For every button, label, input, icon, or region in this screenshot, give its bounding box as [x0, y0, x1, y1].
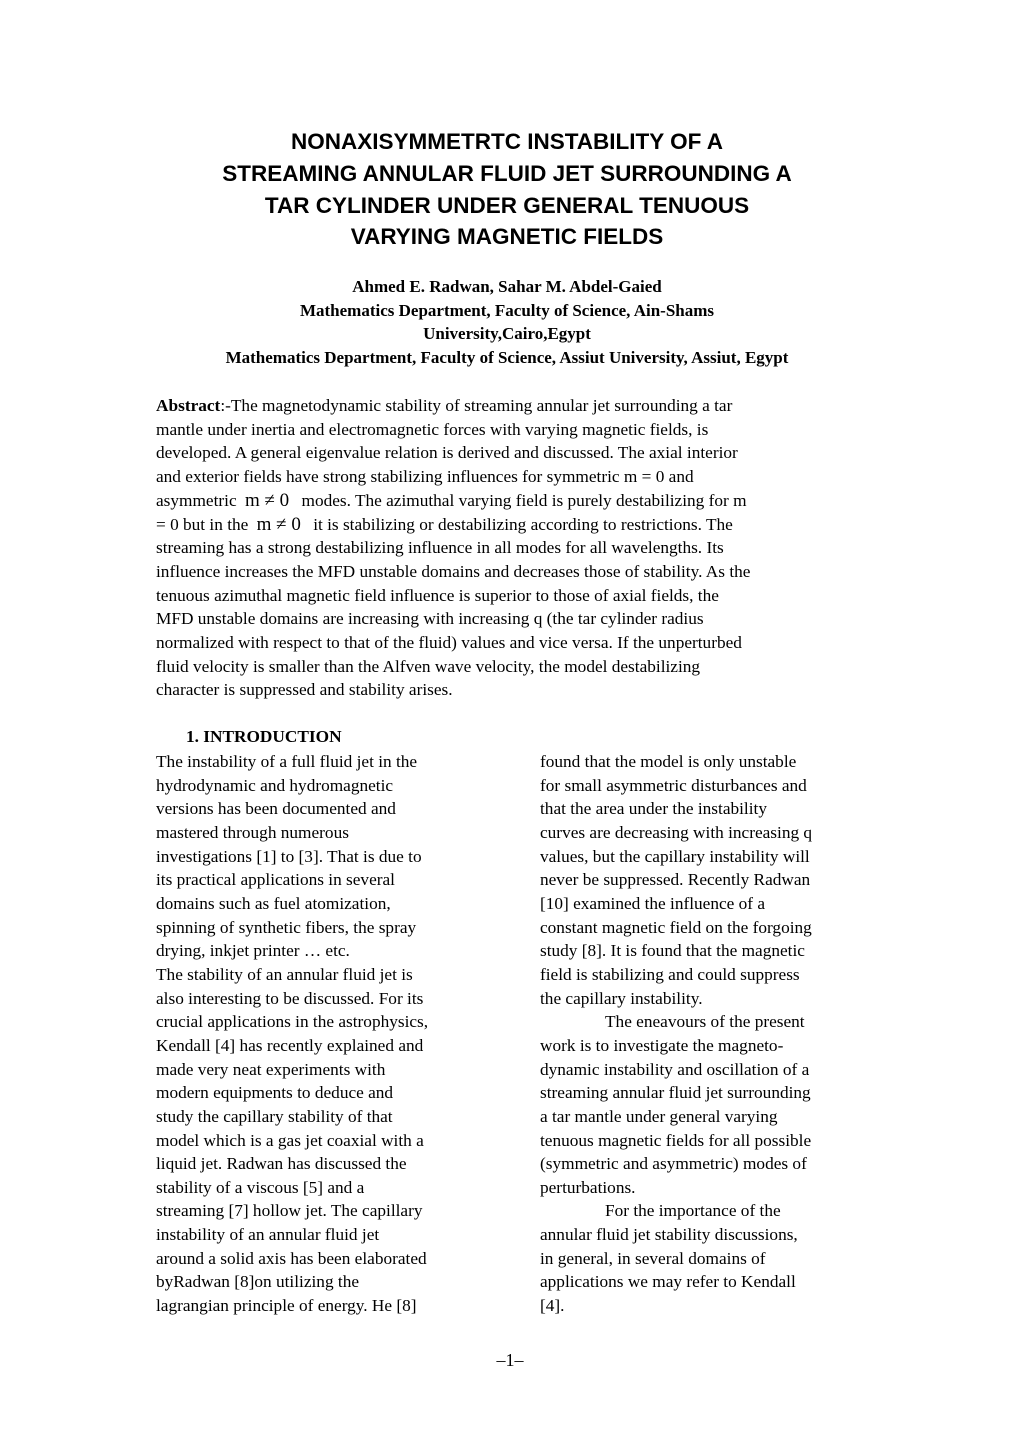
column-line: that the area under the instability — [540, 799, 767, 819]
column-line: For the importance of the — [605, 1201, 781, 1221]
abstract-text: asymmetric — [156, 490, 237, 510]
column-line: streaming [7] hollow jet. The capillary — [156, 1201, 423, 1221]
abstract-text: fluid velocity is smaller than the Alfven wave velocity, the model destabilizing — [156, 656, 701, 676]
column-line: investigations [1] to [3]. That is due to — [156, 846, 422, 866]
column-line: tenuous magnetic fields for all possible — [540, 1130, 812, 1150]
column-line: domains such as fuel atomization, — [156, 893, 391, 913]
title-line: VARYING MAGNETIC FIELDS — [350, 224, 664, 250]
title-line: STREAMING ANNULAR FLUID JET SURROUNDING A — [222, 160, 792, 186]
abstract-text: developed. A general eigenvalue relation is derived and discussed. The axial interior — [156, 443, 738, 463]
column-line: for small asymmetric disturbances and — [540, 775, 807, 795]
abstract-label: Abstract — [156, 396, 221, 415]
abstract-text: it is stabilizing or destabilizing according to restrictions. The — [313, 514, 733, 534]
column-line: modern equipments to deduce and — [156, 1083, 394, 1103]
column-line: drying, inkjet printer … etc. — [156, 941, 350, 961]
title-line: NONAXISYMMETRTC INSTABILITY OF A — [290, 129, 724, 154]
column-line: (symmetric and asymmetric) modes of — [540, 1154, 807, 1174]
author-names: Ahmed E. Radwan, Sahar M. Abdel-Gaied — [352, 277, 662, 296]
abstract-text: character is suppressed and stability arises. — [156, 680, 453, 700]
abstract-text: :-The magnetodynamic stability of streaming annular jet surrounding a tar — [220, 396, 733, 415]
left-column — [156, 750, 428, 1318]
column-line: around a solid axis has been elaborated — [156, 1248, 427, 1268]
column-line: study [8]. It is found that the magnetic — [540, 941, 805, 961]
abstract-text: and exterior fields have strong stabilizing influences for symmetric m = 0 and — [156, 467, 694, 487]
column-line: constant magnetic field on the forgoing — [540, 917, 812, 937]
section-heading: 1. INTRODUCTION — [186, 727, 342, 746]
column-line: crucial applications in the astrophysics, — [156, 1012, 429, 1032]
column-line: in general, in several domains of — [540, 1248, 766, 1268]
column-line: dynamic instability and oscillation of a — [540, 1059, 810, 1079]
math-m-neq-0: m ≠ 0 — [244, 489, 290, 511]
column-line: instability of an annular fluid jet — [156, 1225, 380, 1245]
column-line: [4]. — [540, 1296, 565, 1316]
column-line: found that the model is only unstable — [540, 752, 797, 771]
column-line: study the capillary stability of that — [156, 1106, 393, 1126]
column-line: The stability of an annular fluid jet is — [156, 964, 413, 984]
abstract-text: mantle under inertia and electromagnetic forces with varying magnetic fields, is — [156, 419, 709, 439]
abstract-text: MFD unstable domains are increasing with increasing q (the tar cylinder radius — [156, 609, 704, 629]
affiliation-1-cont: University,Cairo,Egypt — [423, 324, 591, 344]
author-block — [0, 275, 1014, 369]
column-line: spinning of synthetic fibers, the spray — [156, 917, 417, 937]
abstract-text: influence increases the MFD unstable domains and decreases those of stability. As the — [156, 561, 751, 581]
abstract-text: normalized with respect to that of the fluid) values and vice versa. If the unperturbed — [156, 633, 742, 653]
column-line: values, but the capillary instability will — [540, 846, 810, 866]
column-line: never be suppressed. Recently Radwan — [540, 870, 811, 890]
abstract-text: modes. The azimuthal varying field is purely destabilizing for m — [301, 490, 747, 510]
affiliation-1: Mathematics Department, Faculty of Science, Ain-Shams — [299, 300, 715, 320]
column-line: streaming annular fluid jet surrounding — [540, 1083, 811, 1103]
abstract-text: = 0 but in the — [156, 514, 249, 534]
column-line: lagrangian principle of energy. He [8] — [156, 1296, 417, 1316]
column-line: versions has been documented and — [156, 799, 396, 819]
column-line: Kendall [4] has recently explained and — [156, 1035, 424, 1055]
affiliation-2: Mathematics Department, Faculty of Science, Assiut University, Assiut, Egypt — [225, 347, 789, 367]
column-line: its practical applications in several — [156, 870, 395, 890]
abstract-text: tenuous azimuthal magnetic field influence is superior to those of axial fields, the — [156, 585, 719, 605]
math-m-neq-0: m ≠ 0 — [256, 513, 301, 535]
column-line: work is to investigate the magneto- — [540, 1035, 784, 1055]
column-line: The eneavours of the present — [605, 1012, 805, 1032]
page-number: –1– — [496, 1350, 524, 1370]
column-line: perturbations. — [540, 1177, 636, 1197]
column-line: model which is a gas jet coaxial with a — [156, 1130, 424, 1150]
abstract-text: streaming has a strong destabilizing influence in all modes for all wavelengths. Its — [156, 538, 724, 558]
column-line: also interesting to be discussed. For its — [156, 988, 424, 1008]
column-line: made very neat experiments with — [156, 1059, 386, 1079]
column-line: annular fluid jet stability discussions, — [540, 1225, 798, 1245]
column-line: curves are decreasing with increasing q — [540, 822, 813, 842]
right-column — [540, 750, 812, 1318]
column-line: the capillary instability. — [540, 988, 703, 1008]
abstract — [156, 394, 750, 702]
column-line: field is stabilizing and could suppress — [540, 964, 800, 984]
paper-title — [0, 126, 1014, 253]
column-line: byRadwan [8]on utilizing the — [156, 1272, 360, 1292]
column-line: mastered through numerous — [156, 822, 349, 842]
column-line: a tar mantle under general varying — [540, 1106, 778, 1126]
column-line: The instability of a full fluid jet in the — [156, 752, 418, 771]
title-line: TAR CYLINDER UNDER GENERAL TENUOUS — [264, 192, 750, 218]
column-line: stability of a viscous [5] and a — [156, 1177, 365, 1197]
column-line: hydrodynamic and hydromagnetic — [156, 775, 394, 795]
column-line: [10] examined the influence of a — [540, 893, 766, 913]
column-line: applications we may refer to Kendall — [540, 1272, 796, 1292]
column-line: liquid jet. Radwan has discussed the — [156, 1154, 407, 1174]
